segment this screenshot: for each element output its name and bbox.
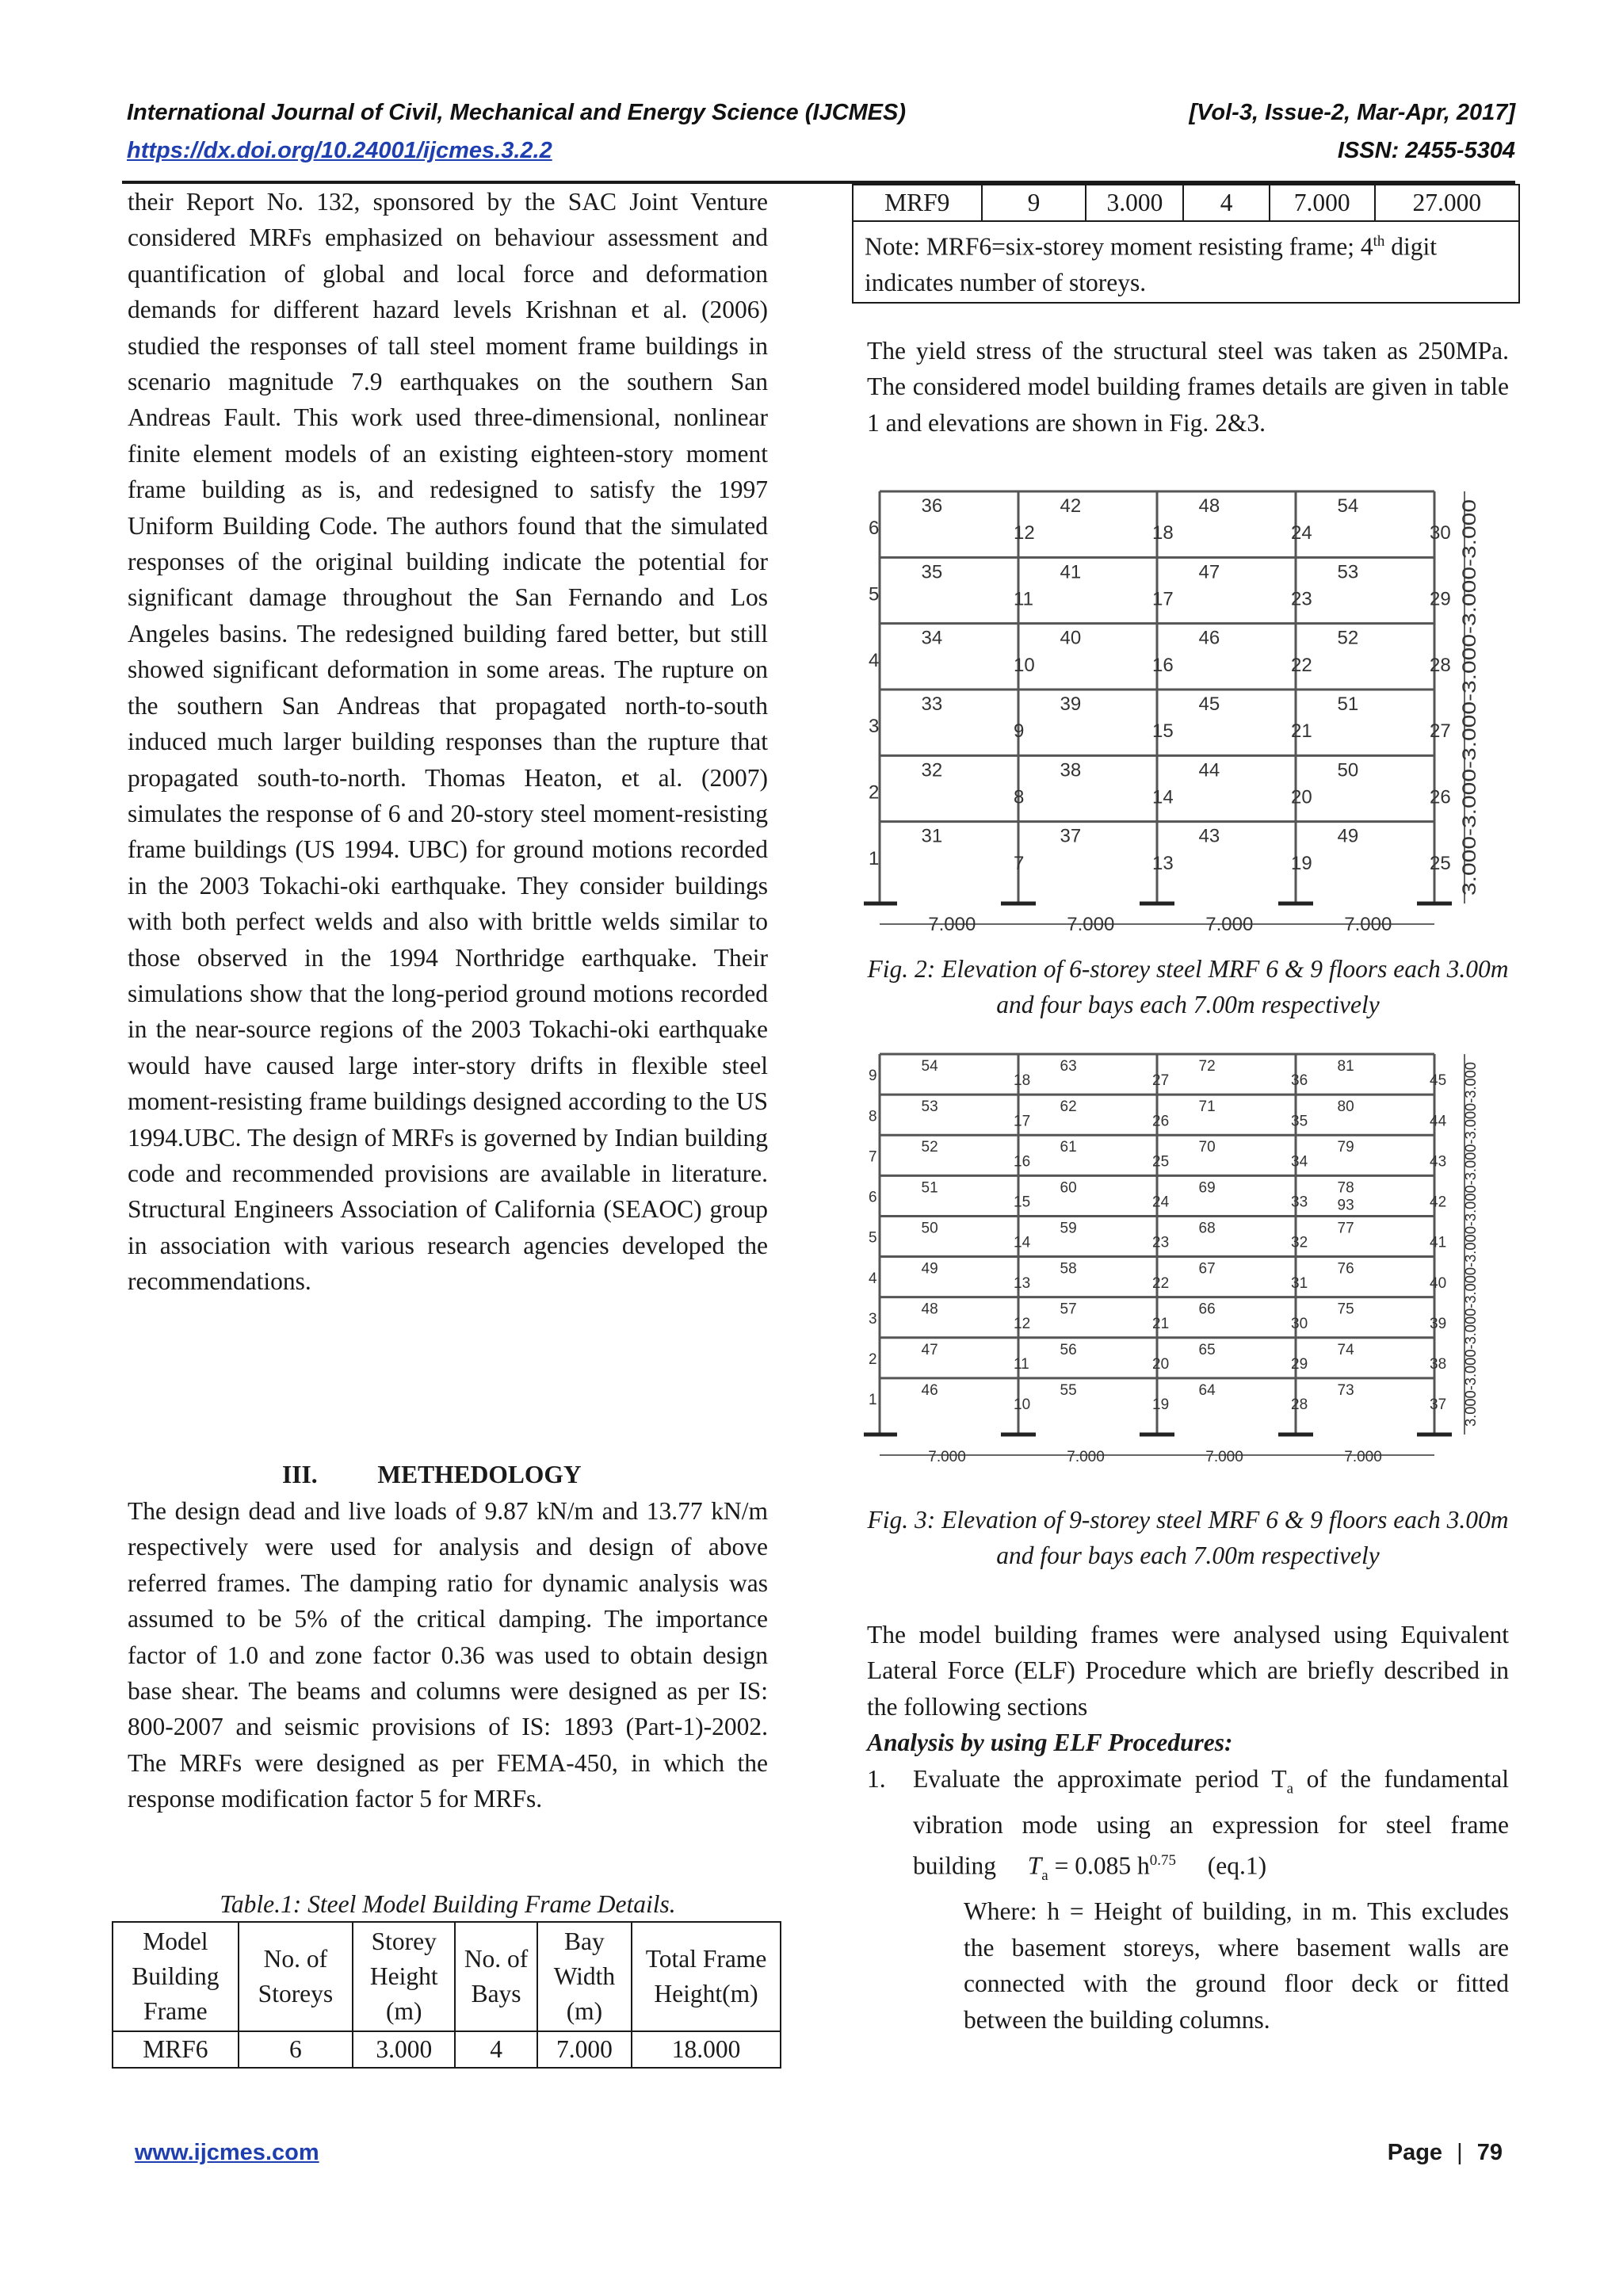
frame-beam-label: 47 xyxy=(1198,561,1220,583)
frame-beam-label: 44 xyxy=(1198,759,1220,781)
frame-beam-label: 48 xyxy=(1198,495,1220,517)
frame-column-label: 25 xyxy=(1152,1153,1170,1171)
frame-column-label: 18 xyxy=(1014,1072,1031,1090)
frame-beam-label: 48 xyxy=(921,1301,938,1318)
frame-beam-label: 72 xyxy=(1198,1058,1216,1075)
cell: 3.000 xyxy=(1086,185,1183,221)
list-item-1 xyxy=(867,1761,1509,2038)
frame-column-label: 24 xyxy=(1291,522,1312,544)
height-dimension: 3.000-3.000-3.000-3.000-3.000-3.000 xyxy=(1459,578,1480,896)
right-para-2-text: The model building frames were analysed using Equivalent Lateral Force (ELF) Procedure which are briefly described in the following sections xyxy=(867,1621,1509,1721)
frame-node-label: 9 xyxy=(869,1068,877,1085)
frame-beam-label: 54 xyxy=(921,1058,938,1075)
doi-link-text[interactable]: https://dx.doi.org/10.24001/ijcmes.3.2.2 xyxy=(127,138,552,163)
frame-node-label: 3 xyxy=(869,716,880,738)
figure-2-caption: Fig. 2: Elevation of 6-storey steel MRF 6 & 9 floors each 3.00m and four bays each 7.00m respectively xyxy=(867,955,1509,1018)
frame-node-label: 6 xyxy=(869,518,880,540)
table-caption: Table.1: Steel Model Building Frame Details. xyxy=(220,1890,676,1918)
frame-column-label: 23 xyxy=(1291,588,1312,610)
th-bays: No. of Bays xyxy=(455,1922,537,2031)
frame-beam-label: 55 xyxy=(1060,1381,1077,1399)
frame-beam-label: 79 xyxy=(1337,1139,1354,1156)
figure-3-elevation xyxy=(864,1038,1498,1482)
frame-column-label: 31 xyxy=(1291,1274,1308,1292)
frame-node-label: 7 xyxy=(869,1148,877,1166)
frame-beam-label: 49 xyxy=(921,1260,938,1278)
frame-beam-label: 58 xyxy=(1060,1260,1077,1278)
frame-beam-label: 34 xyxy=(921,627,943,649)
frame-beam-label: 59 xyxy=(1060,1220,1077,1237)
bay-dimension: 7.000 xyxy=(1344,914,1392,935)
frame-beam-label: 38 xyxy=(1060,759,1082,781)
equation-label: (eq.1) xyxy=(1207,1851,1267,1880)
bay-dimension: 7.000 xyxy=(1205,914,1254,935)
frame-column-label: 21 xyxy=(1291,720,1312,743)
frame-beam-label: 52 xyxy=(1337,627,1359,649)
list-number: 1. xyxy=(867,1765,886,1793)
frame-column-label: 11 xyxy=(1014,1356,1029,1373)
frame-column-label: 40 xyxy=(1430,1274,1447,1292)
frame-node-label: 4 xyxy=(869,649,880,671)
right-paragraph-2 xyxy=(867,1617,1509,1725)
frame-beam-label: 80 xyxy=(1337,1098,1354,1116)
frame-node-label: 1 xyxy=(869,847,880,869)
frame-node-label: 4 xyxy=(869,1270,877,1287)
frame-column-label: 41 xyxy=(1430,1234,1447,1251)
frame-beam-label: 51 xyxy=(921,1179,938,1197)
table-1-header-block xyxy=(112,1921,781,2069)
frame-beam-label: 81 xyxy=(1337,1058,1354,1075)
frame-node-label: 2 xyxy=(869,1351,877,1368)
frame-node-label: 5 xyxy=(869,583,880,606)
frame-beam-label: 62 xyxy=(1060,1098,1077,1116)
frame-beam-label: 71 xyxy=(1198,1098,1216,1116)
cell: 4 xyxy=(455,2031,537,2068)
frame-beam-label: 54 xyxy=(1337,495,1359,517)
cell: 6 xyxy=(239,2031,353,2068)
bay-dimension: 7.000 xyxy=(1067,914,1115,935)
doi-link[interactable] xyxy=(127,138,552,164)
frame-beam-label: 56 xyxy=(1060,1341,1077,1358)
frame-beam-label: 50 xyxy=(921,1220,938,1237)
frame-column-label: 15 xyxy=(1152,720,1174,743)
cell: 27.000 xyxy=(1375,185,1519,221)
frame-beam-label: 70 xyxy=(1198,1139,1216,1156)
frame-beam-label: 74 xyxy=(1337,1341,1354,1358)
frame-column-label: 17 xyxy=(1152,588,1174,610)
frame-column-label: 27 xyxy=(1430,720,1451,743)
frame-beam-label: 46 xyxy=(1198,627,1220,649)
frame-column-label: 8 xyxy=(1014,786,1025,808)
figure-2-elevation xyxy=(864,476,1498,951)
elf-subheading: Analysis by using ELF Procedures: xyxy=(867,1729,1233,1756)
frame-column-label: 29 xyxy=(1291,1356,1308,1373)
frame-beam-label: 67 xyxy=(1198,1260,1216,1278)
frame-column-label: 20 xyxy=(1152,1356,1170,1373)
frame-column-label: 44 xyxy=(1430,1113,1447,1130)
frame-column-label: 24 xyxy=(1152,1194,1170,1211)
th-total-height: Total Frame Height(m) xyxy=(632,1922,781,2031)
bay-dimension: 7.000 xyxy=(1344,1449,1382,1465)
frame-beam-label: 40 xyxy=(1060,627,1082,649)
frame-beam-label: 64 xyxy=(1198,1381,1216,1399)
right-para-1-text: The yield stress of the structural steel was taken as 250MPa. The considered model building frames details are given in table 1 and elevations are shown in Fig. 2&3. xyxy=(867,337,1509,437)
frame-beam-label: 60 xyxy=(1060,1179,1077,1197)
list-item-text: Evaluate the approximate period $T_a$ of the fundamental vibration mode using an expression for steel frame building $T_a = 0.085$ $h^{0.75}$ (eq.1) xyxy=(913,1765,1509,1884)
section-title: METHEDOLOGY xyxy=(377,1461,582,1488)
frame-beam-label: 69 xyxy=(1198,1179,1216,1197)
frame-column-label: 19 xyxy=(1152,1396,1170,1414)
cell: 3.000 xyxy=(353,2031,455,2068)
figure-3-caption: Fig. 3: Elevation of 9-storey steel MRF 6 & 9 floors each 3.00m and four bays each 7.00m respectively xyxy=(867,1506,1509,1569)
frame-column-label: 18 xyxy=(1152,522,1174,544)
frame-column-label: 38 xyxy=(1430,1356,1447,1373)
frame-column-label: 9 xyxy=(1014,720,1025,743)
frame-beam-label: 49 xyxy=(1337,825,1359,847)
frame-column-label: 12 xyxy=(1014,1315,1031,1332)
frame-beam-label: 53 xyxy=(921,1098,938,1116)
where-text: Where: h = Height of building, in m. This excludes the basement storeys, where basement walls are connected with the ground floor deck or fitted between the building columns. xyxy=(964,1897,1509,2034)
table-note: Note: MRF6=six-storey moment resisting frame; 4th digit indicates number of storeys. xyxy=(853,221,1519,303)
th-model: Model Building Frame xyxy=(113,1922,239,2031)
frame-column-label: 30 xyxy=(1291,1315,1308,1332)
frame-column-label: 14 xyxy=(1152,786,1174,808)
footer-website[interactable]: www.ijcmes.com xyxy=(135,2140,319,2165)
frame-column-label: 16 xyxy=(1152,654,1174,676)
cell: 4 xyxy=(1183,185,1269,221)
frame-column-label: 25 xyxy=(1430,852,1451,874)
frame-column-label: 7 xyxy=(1014,852,1025,874)
cell: MRF9 xyxy=(853,185,982,221)
th-storey-height: Storey Height (m) xyxy=(353,1922,455,2031)
frame-beam-label: 66 xyxy=(1198,1301,1216,1318)
frame-column-label: 27 xyxy=(1152,1072,1170,1090)
left-para-2-text: The design dead and live loads of 9.87 kN/m and 13.77 kN/m respectively were used for analysis and design of above referred frames. The damping ratio for dynamic analysis was assumed to be 5% of the critical damping. The importance factor of 1.0 and zone factor 0.36 was used to obtain design base shear. The beams and columns were designed as per IS: 800-2007 and seismic provisions of IS: 1893 (Part-1)-2002. The MRFs were designed as per FEMA-450, in which the response modification factor 5 for MRFs. xyxy=(128,1497,768,1813)
frame-column-label: 42 xyxy=(1430,1194,1447,1211)
frame-beam-label: 42 xyxy=(1060,495,1082,517)
frame-column-label: 17 xyxy=(1014,1113,1031,1130)
frame-column-label: 26 xyxy=(1430,786,1451,808)
frame-beam-label: 39 xyxy=(1060,693,1082,715)
frame-beam-label: 65 xyxy=(1198,1341,1216,1358)
frame-column-label: 29 xyxy=(1430,588,1451,610)
table-row xyxy=(853,185,1519,221)
frame-column-label: 43 xyxy=(1430,1153,1447,1171)
frame-column-label: 13 xyxy=(1152,852,1174,874)
frame-column-label: 26 xyxy=(1152,1113,1170,1130)
frame-column-label: 22 xyxy=(1291,654,1312,676)
frame-column-label: 13 xyxy=(1014,1274,1031,1292)
frame-column-label: 11 xyxy=(1014,588,1033,610)
cell: 7.000 xyxy=(537,2031,632,2068)
bay-dimension: 7.000 xyxy=(1067,1449,1105,1465)
frame-beam-label: 75 xyxy=(1337,1301,1354,1318)
volume-info: [Vol-3, Issue-2, Mar-Apr, 2017] xyxy=(1189,100,1515,125)
frame-beam-label: 35 xyxy=(921,561,943,583)
cell: 18.000 xyxy=(632,2031,781,2068)
frame-beam-label: 61 xyxy=(1060,1139,1077,1156)
frame-column-label: 20 xyxy=(1291,786,1312,808)
frame-beam-label: 41 xyxy=(1060,561,1082,583)
cell: 7.000 xyxy=(1270,185,1375,221)
table-1-continuation xyxy=(852,184,1520,304)
th-bay-width: Bay Width (m) xyxy=(537,1922,632,2031)
cell: MRF6 xyxy=(113,2031,239,2068)
frame-column-label: 10 xyxy=(1014,1396,1031,1414)
frame-column-label: 30 xyxy=(1430,522,1451,544)
left-para-1-text: their Report No. 132, sponsored by the SAC Joint Venture considered MRFs emphasized on behaviour assessment and quantification of global and local force and deformation demands for different hazard levels Krishnan et al. (2006) studied the responses of tall steel moment frame buildings in scenario magnitude 7.9 earthquakes on the southern San Andreas Fault. This work used three-dimensional, nonlinear finite element models of an existing eighteen-story moment frame building as is, and redesigned to satisfy the 1997 Uniform Building Code. The authors found that the simulated responses of the original building indicate the potential for significant damage throughout the San Fernando and Los Angeles basins. The redesigned building fared better, but still showed significant deformation in some areas. The rupture on the southern San Andreas that propagated north-to-south induced much larger building responses than the rupture that propagated south-to-north. Thomas Heaton, et al. (2007) simulates the response of 6 and 20-story steel moment-resisting frame buildings (US 1994. UBC) for ground motions recorded in the 2003 Tokachi-oki earthquake. They consider buildings with both perfect welds and also with brittle welds similar to those observed in the 1994 Northridge earthquake. Their simulations show that the long-period ground motions recorded in the near-source regions of the 2003 Tokachi-oki earthquake would have caused large inter-story drifts in flexible steel moment-resisting frame buildings designed according to the US 1994.UBC. The design of MRFs is governed by Indian building code and recommended provisions are available in literature. Structural Engineers Association of California (SEAOC) group in association with various research agencies developed the recommendations. xyxy=(128,188,768,1296)
right-paragraph-1 xyxy=(867,333,1509,441)
left-paragraph-1 xyxy=(128,184,768,1300)
frame-node-label: 3 xyxy=(869,1310,877,1328)
bay-dimension: 7.000 xyxy=(928,914,976,935)
frame-node-label: 5 xyxy=(869,1229,877,1247)
frame-column-label: 22 xyxy=(1152,1274,1170,1292)
bay-dimension: 7.000 xyxy=(1205,1449,1243,1465)
frame-column-label: 19 xyxy=(1291,852,1312,874)
section-heading xyxy=(282,1461,582,1489)
frame-beam-label: 37 xyxy=(1060,825,1082,847)
frame-column-label: 28 xyxy=(1430,654,1451,676)
frame-beam-label: 36 xyxy=(921,495,943,517)
frame-beam-label: 47 xyxy=(921,1341,938,1358)
frame-beam-label: 76 xyxy=(1337,1260,1354,1278)
frame-node-label: 8 xyxy=(869,1108,877,1125)
bay-dimension: 7.000 xyxy=(928,1449,966,1465)
cell: 9 xyxy=(982,185,1086,221)
frame-beam-label: 53 xyxy=(1337,561,1359,583)
frame-beam-label: 32 xyxy=(921,759,943,781)
frame-column-label: 12 xyxy=(1014,522,1035,544)
frame-column-label: 23 xyxy=(1152,1234,1170,1251)
frame-extra-label: 93 xyxy=(1337,1197,1354,1214)
frame-beam-label: 73 xyxy=(1337,1381,1354,1399)
frame-beam-label: 77 xyxy=(1337,1220,1354,1237)
frame-beam-label: 52 xyxy=(921,1139,938,1156)
frame-node-label: 6 xyxy=(869,1189,877,1206)
frame-column-label: 35 xyxy=(1291,1113,1308,1130)
frame-column-label: 33 xyxy=(1291,1194,1308,1211)
frame-beam-label: 46 xyxy=(921,1381,938,1399)
left-paragraph-2 xyxy=(128,1493,768,1817)
frame-beam-label: 33 xyxy=(921,693,943,715)
frame-column-label: 36 xyxy=(1291,1072,1308,1090)
frame-beam-label: 51 xyxy=(1337,693,1359,715)
frame-column-label: 45 xyxy=(1430,1072,1447,1090)
table-row xyxy=(113,2031,781,2068)
frame-column-label: 28 xyxy=(1291,1396,1308,1414)
th-storeys: No. of Storeys xyxy=(239,1922,353,2031)
frame-column-label: 14 xyxy=(1014,1234,1031,1251)
frame-beam-label: 50 xyxy=(1337,759,1359,781)
footer-page: Page | 79 xyxy=(1387,2140,1503,2165)
frame-beam-label: 31 xyxy=(921,825,943,847)
issn: ISSN: 2455-5304 xyxy=(1337,138,1515,163)
height-dimension: 3.000-3.000-3.000-3.000-3.000-3.000-3.000-3.000-3.000 xyxy=(1463,1047,1480,1427)
frame-beam-label: 63 xyxy=(1060,1058,1077,1075)
frame-node-label: 2 xyxy=(869,781,880,804)
frame-column-label: 32 xyxy=(1291,1234,1308,1251)
journal-title: International Journal of Civil, Mechanical and Energy Science (IJCMES) xyxy=(127,100,907,125)
frame-column-label: 21 xyxy=(1152,1315,1170,1332)
section-number: III. xyxy=(282,1461,318,1488)
frame-beam-label: 68 xyxy=(1198,1220,1216,1237)
frame-node-label: 1 xyxy=(869,1392,877,1409)
frame-column-label: 15 xyxy=(1014,1194,1031,1211)
frame-beam-label: 57 xyxy=(1060,1301,1077,1318)
frame-column-label: 34 xyxy=(1291,1153,1308,1171)
frame-beam-label: 43 xyxy=(1198,825,1220,847)
frame-beam-label: 45 xyxy=(1198,693,1220,715)
frame-column-label: 10 xyxy=(1014,654,1035,676)
frame-column-label: 16 xyxy=(1014,1153,1031,1171)
frame-column-label: 37 xyxy=(1430,1396,1447,1414)
frame-column-label: 39 xyxy=(1430,1315,1447,1332)
table-note-row xyxy=(853,221,1519,303)
frame-beam-label: 78 xyxy=(1337,1179,1354,1197)
